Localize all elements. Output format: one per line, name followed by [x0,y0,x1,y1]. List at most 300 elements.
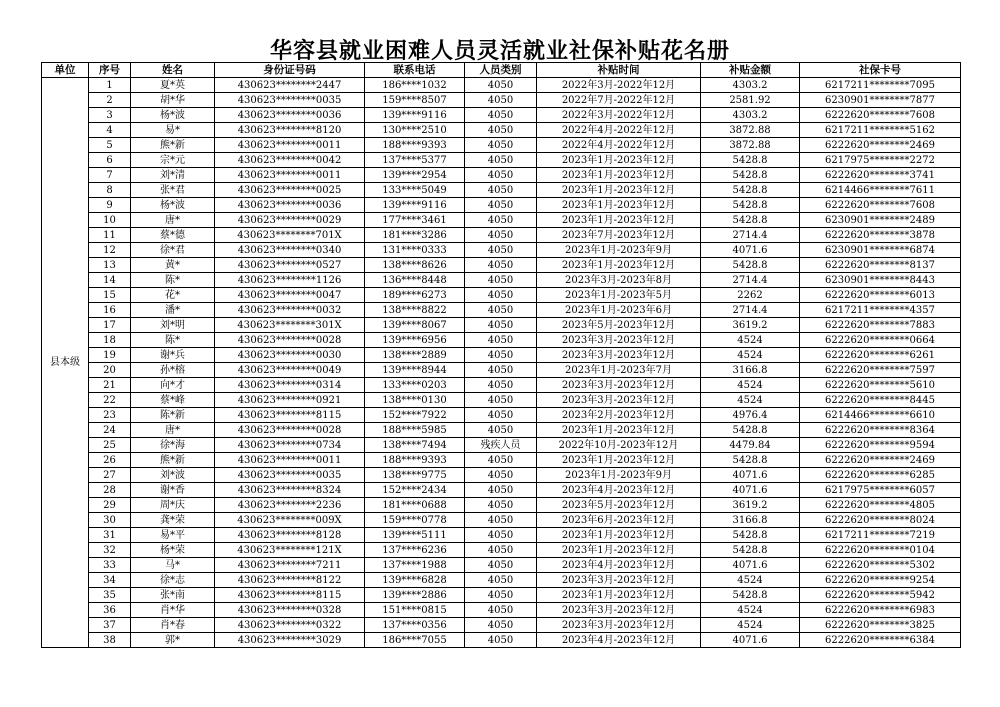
cell-category: 4050 [465,588,537,603]
cell-name: 徐*君 [131,243,215,258]
cell-card-number: 6222620********6384 [800,633,961,648]
table-row [42,288,961,303]
cell-category: 4050 [465,318,537,333]
table-row [42,558,961,573]
cell-id-number: 430623********009X [215,513,365,528]
cell-id-number: 430623********0042 [215,153,365,168]
cell-card-number: 6222620********0664 [800,333,961,348]
cell-amount: 3166.8 [701,513,800,528]
cell-name: 刘*清 [131,168,215,183]
cell-period: 2023年1月-2023年9月 [537,243,701,258]
cell-category: 4050 [465,153,537,168]
cell-seq: 9 [89,198,131,213]
cell-category: 4050 [465,258,537,273]
cell-card-number: 6222620********7608 [800,108,961,123]
header-row [42,63,961,78]
header-unit: 单位 [42,63,89,78]
cell-name: 陈* [131,333,215,348]
cell-category: 4050 [465,498,537,513]
cell-seq: 38 [89,633,131,648]
cell-card-number: 6222620********3741 [800,168,961,183]
cell-phone: 139****2954 [365,168,465,183]
cell-card-number: 6230901********7877 [800,93,961,108]
cell-id-number: 430623********0032 [215,303,365,318]
cell-period: 2023年5月-2023年12月 [537,318,701,333]
cell-amount: 4071.6 [701,483,800,498]
cell-seq: 18 [89,333,131,348]
cell-card-number: 6217211********5162 [800,123,961,138]
cell-card-number: 6217211********7219 [800,528,961,543]
cell-name: 刘*明 [131,318,215,333]
cell-name: 易* [131,123,215,138]
cell-seq: 34 [89,573,131,588]
cell-amount: 4524 [701,573,800,588]
table-row [42,393,961,408]
table-row [42,243,961,258]
cell-amount: 4524 [701,603,800,618]
cell-card-number: 6214466********6610 [800,408,961,423]
cell-card-number: 6214466********7611 [800,183,961,198]
cell-name: 郭* [131,633,215,648]
cell-id-number: 430623********121X [215,543,365,558]
cell-id-number: 430623********0036 [215,108,365,123]
cell-amount: 2714.4 [701,273,800,288]
cell-phone: 188****9393 [365,453,465,468]
cell-card-number: 6222620********2469 [800,138,961,153]
cell-amount: 4479.84 [701,438,800,453]
table-row [42,228,961,243]
cell-amount: 5428.8 [701,213,800,228]
cell-phone: 133****0203 [365,378,465,393]
cell-id-number: 430623********3029 [215,633,365,648]
cell-phone: 139****6956 [365,333,465,348]
cell-name: 熊*新 [131,453,215,468]
cell-seq: 21 [89,378,131,393]
cell-category: 4050 [465,198,537,213]
cell-id-number: 430623********8120 [215,123,365,138]
cell-name: 刘*波 [131,468,215,483]
cell-phone: 139****2886 [365,588,465,603]
cell-card-number: 6222620********5610 [800,378,961,393]
cell-amount: 4303.2 [701,108,800,123]
table-row [42,153,961,168]
table-row [42,528,961,543]
cell-name: 谢*兵 [131,348,215,363]
cell-phone: 177****3461 [365,213,465,228]
cell-card-number: 6230901********6874 [800,243,961,258]
cell-category: 4050 [465,543,537,558]
cell-id-number: 430623********8115 [215,408,365,423]
cell-period: 2023年5月-2023年12月 [537,498,701,513]
cell-category: 4050 [465,183,537,198]
cell-name: 杨*波 [131,198,215,213]
cell-category: 4050 [465,108,537,123]
cell-amount: 5428.8 [701,168,800,183]
cell-phone: 138****7494 [365,438,465,453]
cell-card-number: 6217975********6057 [800,483,961,498]
cell-name: 向*才 [131,378,215,393]
cell-name: 杨*荣 [131,543,215,558]
cell-amount: 5428.8 [701,528,800,543]
cell-amount: 5428.8 [701,183,800,198]
cell-seq: 20 [89,363,131,378]
cell-period: 2023年3月-2023年12月 [537,573,701,588]
cell-name: 潘* [131,303,215,318]
cell-name: 周*庆 [131,498,215,513]
cell-phone: 133****5049 [365,183,465,198]
cell-amount: 3619.2 [701,318,800,333]
cell-seq: 31 [89,528,131,543]
cell-id-number: 430623********0527 [215,258,365,273]
cell-seq: 10 [89,213,131,228]
table-row [42,93,961,108]
table-row [42,273,961,288]
cell-seq: 22 [89,393,131,408]
cell-amount: 4524 [701,393,800,408]
cell-card-number: 6222620********9254 [800,573,961,588]
cell-period: 2023年3月-2023年8月 [537,273,701,288]
cell-seq: 26 [89,453,131,468]
cell-amount: 5428.8 [701,543,800,558]
cell-period: 2022年3月-2022年12月 [537,108,701,123]
cell-card-number: 6222620********7608 [800,198,961,213]
cell-card-number: 6222620********6013 [800,288,961,303]
cell-card-number: 6222620********8024 [800,513,961,528]
header-id-number: 身份证号码 [215,63,365,78]
cell-amount: 4071.6 [701,243,800,258]
header-amount: 补贴金额 [701,63,800,78]
cell-amount: 3872.88 [701,138,800,153]
cell-period: 2023年1月-2023年12月 [537,168,701,183]
cell-card-number: 6222620********8137 [800,258,961,273]
cell-card-number: 6222620********6983 [800,603,961,618]
cell-seq: 25 [89,438,131,453]
cell-seq: 35 [89,588,131,603]
cell-amount: 5428.8 [701,198,800,213]
cell-seq: 8 [89,183,131,198]
cell-category: 4050 [465,303,537,318]
cell-period: 2023年3月-2023年12月 [537,378,701,393]
cell-seq: 12 [89,243,131,258]
cell-category: 4050 [465,573,537,588]
cell-seq: 1 [89,78,131,93]
cell-period: 2023年4月-2023年12月 [537,558,701,573]
cell-id-number: 430623********0049 [215,363,365,378]
cell-seq: 2 [89,93,131,108]
cell-period: 2023年3月-2023年12月 [537,603,701,618]
cell-period: 2023年3月-2023年12月 [537,393,701,408]
table-row [42,513,961,528]
cell-name: 谢*香 [131,483,215,498]
cell-period: 2022年4月-2022年12月 [537,138,701,153]
cell-id-number: 430623********0035 [215,468,365,483]
cell-phone: 159****8507 [365,93,465,108]
cell-amount: 4071.6 [701,633,800,648]
cell-period: 2023年1月-2023年12月 [537,183,701,198]
cell-seq: 36 [89,603,131,618]
cell-category: 4050 [465,213,537,228]
cell-amount: 4071.6 [701,468,800,483]
cell-amount: 4071.6 [701,558,800,573]
cell-amount: 2581.92 [701,93,800,108]
cell-id-number: 430623********2236 [215,498,365,513]
document-title: 华容县就业困难人员灵活就业社保补贴花名册 [269,38,730,64]
cell-category: 4050 [465,168,537,183]
cell-name: 孙*榕 [131,363,215,378]
cell-amount: 5428.8 [701,423,800,438]
cell-phone: 181****0688 [365,498,465,513]
cell-phone: 152****2434 [365,483,465,498]
table-row [42,213,961,228]
cell-phone: 152****7922 [365,408,465,423]
cell-name: 蔡*峰 [131,393,215,408]
cell-category: 4050 [465,483,537,498]
cell-id-number: 430623********8115 [215,588,365,603]
cell-phone: 139****5111 [365,528,465,543]
cell-seq: 33 [89,558,131,573]
table-row [42,453,961,468]
cell-id-number: 430623********8122 [215,573,365,588]
table-row [42,543,961,558]
cell-id-number: 430623********1126 [215,273,365,288]
cell-name: 龚*荣 [131,513,215,528]
table-row [42,258,961,273]
cell-phone: 139****9116 [365,108,465,123]
cell-seq: 6 [89,153,131,168]
cell-name: 陈*新 [131,408,215,423]
cell-seq: 4 [89,123,131,138]
cell-amount: 3619.2 [701,498,800,513]
cell-name: 胡*华 [131,93,215,108]
cell-period: 2023年1月-2023年12月 [537,198,701,213]
cell-phone: 139****9116 [365,198,465,213]
cell-category: 4050 [465,468,537,483]
cell-period: 2023年7月-2023年12月 [537,228,701,243]
cell-id-number: 430623********701X [215,228,365,243]
cell-id-number: 430623********0314 [215,378,365,393]
cell-amount: 3166.8 [701,363,800,378]
cell-period: 2023年6月-2023年12月 [537,513,701,528]
cell-amount: 4303.2 [701,78,800,93]
cell-id-number: 430623********0734 [215,438,365,453]
cell-card-number: 6222620********3878 [800,228,961,243]
cell-category: 4050 [465,123,537,138]
cell-card-number: 6222620********7597 [800,363,961,378]
cell-phone: 138****2889 [365,348,465,363]
cell-seq: 24 [89,423,131,438]
cell-amount: 5428.8 [701,258,800,273]
cell-category: 4050 [465,243,537,258]
cell-name: 熊*新 [131,138,215,153]
cell-seq: 19 [89,348,131,363]
cell-category: 4050 [465,618,537,633]
cell-amount: 4524 [701,618,800,633]
cell-seq: 32 [89,543,131,558]
cell-amount: 4976.4 [701,408,800,423]
cell-seq: 13 [89,258,131,273]
cell-id-number: 430623********0340 [215,243,365,258]
cell-name: 马* [131,558,215,573]
cell-category: 4050 [465,363,537,378]
cell-card-number: 6222620********8445 [800,393,961,408]
cell-seq: 27 [89,468,131,483]
cell-period: 2023年3月-2023年12月 [537,618,701,633]
cell-name: 肖*春 [131,618,215,633]
cell-card-number: 6230901********2489 [800,213,961,228]
cell-phone: 139****8067 [365,318,465,333]
cell-phone: 137****5377 [365,153,465,168]
cell-name: 肖*华 [131,603,215,618]
cell-phone: 188****5985 [365,423,465,438]
cell-category: 4050 [465,273,537,288]
table-row [42,108,961,123]
cell-seq: 30 [89,513,131,528]
table-row [42,438,961,453]
cell-phone: 189****6273 [365,288,465,303]
cell-card-number: 6222620********6261 [800,348,961,363]
cell-id-number: 430623********0011 [215,168,365,183]
cell-category: 4050 [465,603,537,618]
cell-phone: 131****0333 [365,243,465,258]
table-row [42,618,961,633]
cell-name: 唐* [131,213,215,228]
table-row [42,588,961,603]
cell-id-number: 430623********7211 [215,558,365,573]
cell-period: 2023年1月-2023年12月 [537,153,701,168]
cell-category: 4050 [465,453,537,468]
cell-seq: 11 [89,228,131,243]
cell-seq: 37 [89,618,131,633]
cell-name: 张*君 [131,183,215,198]
table-row [42,483,961,498]
cell-id-number: 430623********2447 [215,78,365,93]
cell-card-number: 6222620********5942 [800,588,961,603]
cell-seq: 14 [89,273,131,288]
roster-body [42,78,961,648]
cell-period: 2023年1月-2023年12月 [537,528,701,543]
cell-card-number: 6217211********7095 [800,78,961,93]
header-period: 补贴时间 [537,63,701,78]
cell-card-number: 6222620********4805 [800,498,961,513]
cell-id-number: 430623********0322 [215,618,365,633]
cell-phone: 137****0356 [365,618,465,633]
cell-amount: 4524 [701,348,800,363]
table-row [42,123,961,138]
cell-period: 2023年1月-2023年12月 [537,258,701,273]
cell-seq: 23 [89,408,131,423]
header-name: 姓名 [131,63,215,78]
cell-category: 4050 [465,93,537,108]
cell-amount: 4524 [701,333,800,348]
cell-amount: 3872.88 [701,123,800,138]
cell-card-number: 6222620********2469 [800,453,961,468]
cell-phone: 159****0778 [365,513,465,528]
cell-name: 陈* [131,273,215,288]
cell-phone: 139****8944 [365,363,465,378]
cell-seq: 29 [89,498,131,513]
cell-category: 4050 [465,513,537,528]
cell-phone: 138****8626 [365,258,465,273]
cell-phone: 138****8822 [365,303,465,318]
cell-id-number: 430623********0036 [215,198,365,213]
cell-id-number: 430623********0328 [215,603,365,618]
cell-period: 2023年1月-2023年12月 [537,213,701,228]
cell-category: 4050 [465,528,537,543]
cell-period: 2023年3月-2023年12月 [537,333,701,348]
cell-period: 2022年7月-2022年12月 [537,93,701,108]
header-seq: 序号 [89,63,131,78]
cell-id-number: 430623********301X [215,318,365,333]
table-row [42,183,961,198]
cell-category: 4050 [465,78,537,93]
cell-id-number: 430623********0028 [215,333,365,348]
cell-period: 2023年4月-2023年12月 [537,633,701,648]
cell-seq: 15 [89,288,131,303]
cell-card-number: 6217211********4357 [800,303,961,318]
cell-category: 4050 [465,288,537,303]
cell-period: 2023年1月-2023年12月 [537,543,701,558]
cell-id-number: 430623********0025 [215,183,365,198]
cell-name: 张*南 [131,588,215,603]
table-row [42,138,961,153]
cell-name: 徐*志 [131,573,215,588]
cell-seq: 7 [89,168,131,183]
table-row [42,78,961,93]
table-row [42,498,961,513]
cell-period: 2022年3月-2022年12月 [537,78,701,93]
cell-card-number: 6222620********0104 [800,543,961,558]
cell-name: 花* [131,288,215,303]
cell-phone: 181****3286 [365,228,465,243]
cell-id-number: 430623********0029 [215,213,365,228]
table-row [42,573,961,588]
cell-card-number: 6222620********3825 [800,618,961,633]
cell-phone: 188****9393 [365,138,465,153]
cell-card-number: 6222620********8364 [800,423,961,438]
cell-seq: 16 [89,303,131,318]
cell-name: 黄* [131,258,215,273]
cell-seq: 3 [89,108,131,123]
cell-name: 夏*英 [131,78,215,93]
table-row [42,198,961,213]
cell-id-number: 430623********0035 [215,93,365,108]
header-phone: 联系电话 [365,63,465,78]
cell-id-number: 430623********8128 [215,528,365,543]
cell-phone: 186****1032 [365,78,465,93]
cell-period: 2023年3月-2023年12月 [537,348,701,363]
cell-period: 2023年1月-2023年12月 [537,588,701,603]
cell-period: 2023年2月-2023年12月 [537,408,701,423]
cell-category: 4050 [465,423,537,438]
table-row [42,303,961,318]
cell-category: 4050 [465,333,537,348]
table-row [42,468,961,483]
cell-period: 2023年1月-2023年9月 [537,468,701,483]
cell-card-number: 6230901********8443 [800,273,961,288]
cell-name: 唐* [131,423,215,438]
table-row [42,333,961,348]
cell-card-number: 6222620********6285 [800,468,961,483]
cell-card-number: 6222620********9594 [800,438,961,453]
cell-category: 4050 [465,633,537,648]
cell-category: 4050 [465,378,537,393]
cell-period: 2023年1月-2023年6月 [537,303,701,318]
cell-card-number: 6217975********2272 [800,153,961,168]
cell-phone: 138****0130 [365,393,465,408]
cell-phone: 138****9775 [365,468,465,483]
cell-id-number: 430623********0921 [215,393,365,408]
table-row [42,603,961,618]
